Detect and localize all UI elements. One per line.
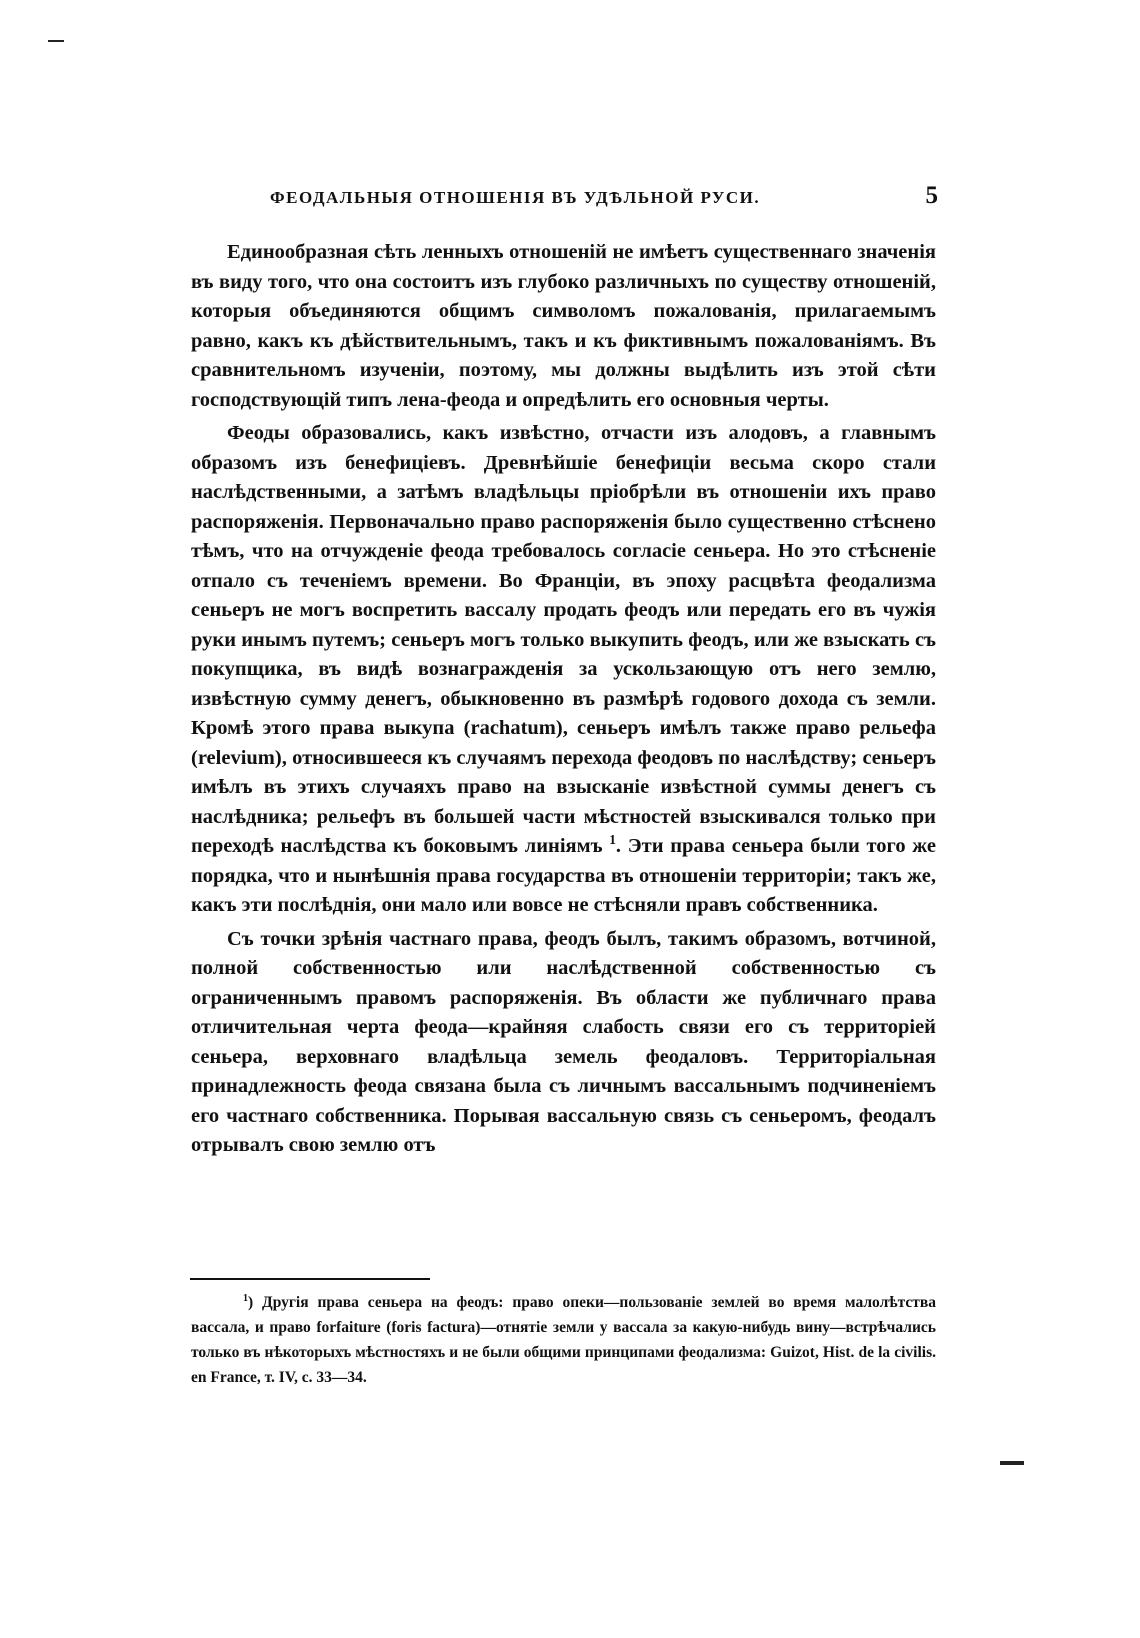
scan-mark-bottom-right bbox=[1000, 1461, 1024, 1465]
paragraph-2-main: Феоды образовались, какъ извѣстно, отчасти изъ алодовъ, а главнымъ образомъ изъ бенефиціевъ. Древнѣйшіе бенефиціи весьма скоро стали наслѣдственными, а затѣмъ владѣльцы пріобрѣли въ отношеніи ихъ право распоряженія. Первоначально право распоряженія было существенно стѣснено тѣмъ, что на отчужденіе феода требовалось согласіе сеньера. Но это стѣсненіе отпало съ теченіемъ времени. Во Франціи, въ эпоху расцвѣта феодализма сеньеръ не могъ воспретить вассалу продать феодъ или передать его въ чужія руки инымъ путемъ; сеньеръ могъ только выкупить феодъ, или же взыскать съ покупщика, въ видѣ вознагражденія за ускользающую отъ него землю, извѣстную сумму денегъ, обыкновенно въ размѣрѣ годового дохода съ земли. Кромѣ этого права выкупа (rachatum), сеньеръ имѣлъ также право рельефа (relevium), относившееся къ случаямъ перехода феодовъ по наслѣдству; сеньеръ имѣлъ въ этихъ случаяхъ право на взысканіе извѣстной суммы денегъ съ наслѣдника; рельефъ въ большей части мѣстностей взыскивался только при переходѣ наслѣдства къ боковымъ линіямъ bbox=[191, 422, 936, 857]
running-title: ФЕОДАЛЬНЫЯ ОТНОШЕНІЯ ВЪ УДѢЛЬНОЙ РУСИ. bbox=[270, 188, 761, 207]
paragraph-3: Съ точки зрѣнія частнаго права, феодъ былъ, такимъ образомъ, вотчиной, полной собственностью или наслѣдственной собственностью съ ограниченнымъ правомъ распоряженія. Въ области же публичнаго права отличительная черта феода—крайняя слабость связи его съ территоріей сеньера, верховнаго владѣльца земель феодаловъ. Территоріальная принадлежность феода связана была съ личнымъ вассальнымъ подчиненіемъ его частнаго собственника. Порывая вассальную связь съ сеньеромъ, феодалъ отрывалъ свою землю отъ bbox=[191, 927, 936, 1156]
footnote-marker: 1 bbox=[243, 1292, 249, 1304]
body-text bbox=[191, 238, 936, 1165]
scan-mark-top-left bbox=[48, 40, 64, 42]
paragraph-2 bbox=[191, 419, 936, 921]
footnote-reference[interactable]: 1 bbox=[609, 832, 616, 848]
footnote-divider bbox=[190, 1278, 430, 1280]
footnote bbox=[191, 1290, 936, 1390]
running-head bbox=[190, 182, 950, 218]
paragraph-1: Единообразная сѣть ленныхъ отношеній не имѣетъ существеннаго значенія въ виду того, что она состоитъ изъ глубоко различныхъ по существу отношеній, которыя объединяются общимъ символомъ пожалованія, прилагаемымъ равно, какъ къ дѣйствительнымъ, такъ и къ фиктивнымъ пожалованіямъ. Въ сравнительномъ изученіи, поэтому, мы должны выдѣлить изъ этой сѣти господствующій типъ лена-феода и опредѣлить его основныя черты. bbox=[191, 241, 936, 411]
page-number: 5 bbox=[925, 182, 938, 209]
paragraph-2-tail: . Эти права сеньера были того же порядка, что и нынѣшнія права государства въ отношеніи территоріи; такъ же, какъ эти послѣднія, они мало или вовсе не стѣсняли правъ собственника. bbox=[191, 835, 937, 916]
footnote-text: ) Другія права сеньера на феодъ: право опеки—пользованіе землей во время малолѣтства вассала, и право forfaiture (foris factura)—отнятіе земли у вассала за какую-нибудь вину—встрѣчались только въ нѣкоторыхъ мѣстностяхъ и не были общими принципами феодализма: Guizot, Hist. de la civilis. en France, т. IV, с. 33—34. bbox=[191, 1294, 936, 1386]
